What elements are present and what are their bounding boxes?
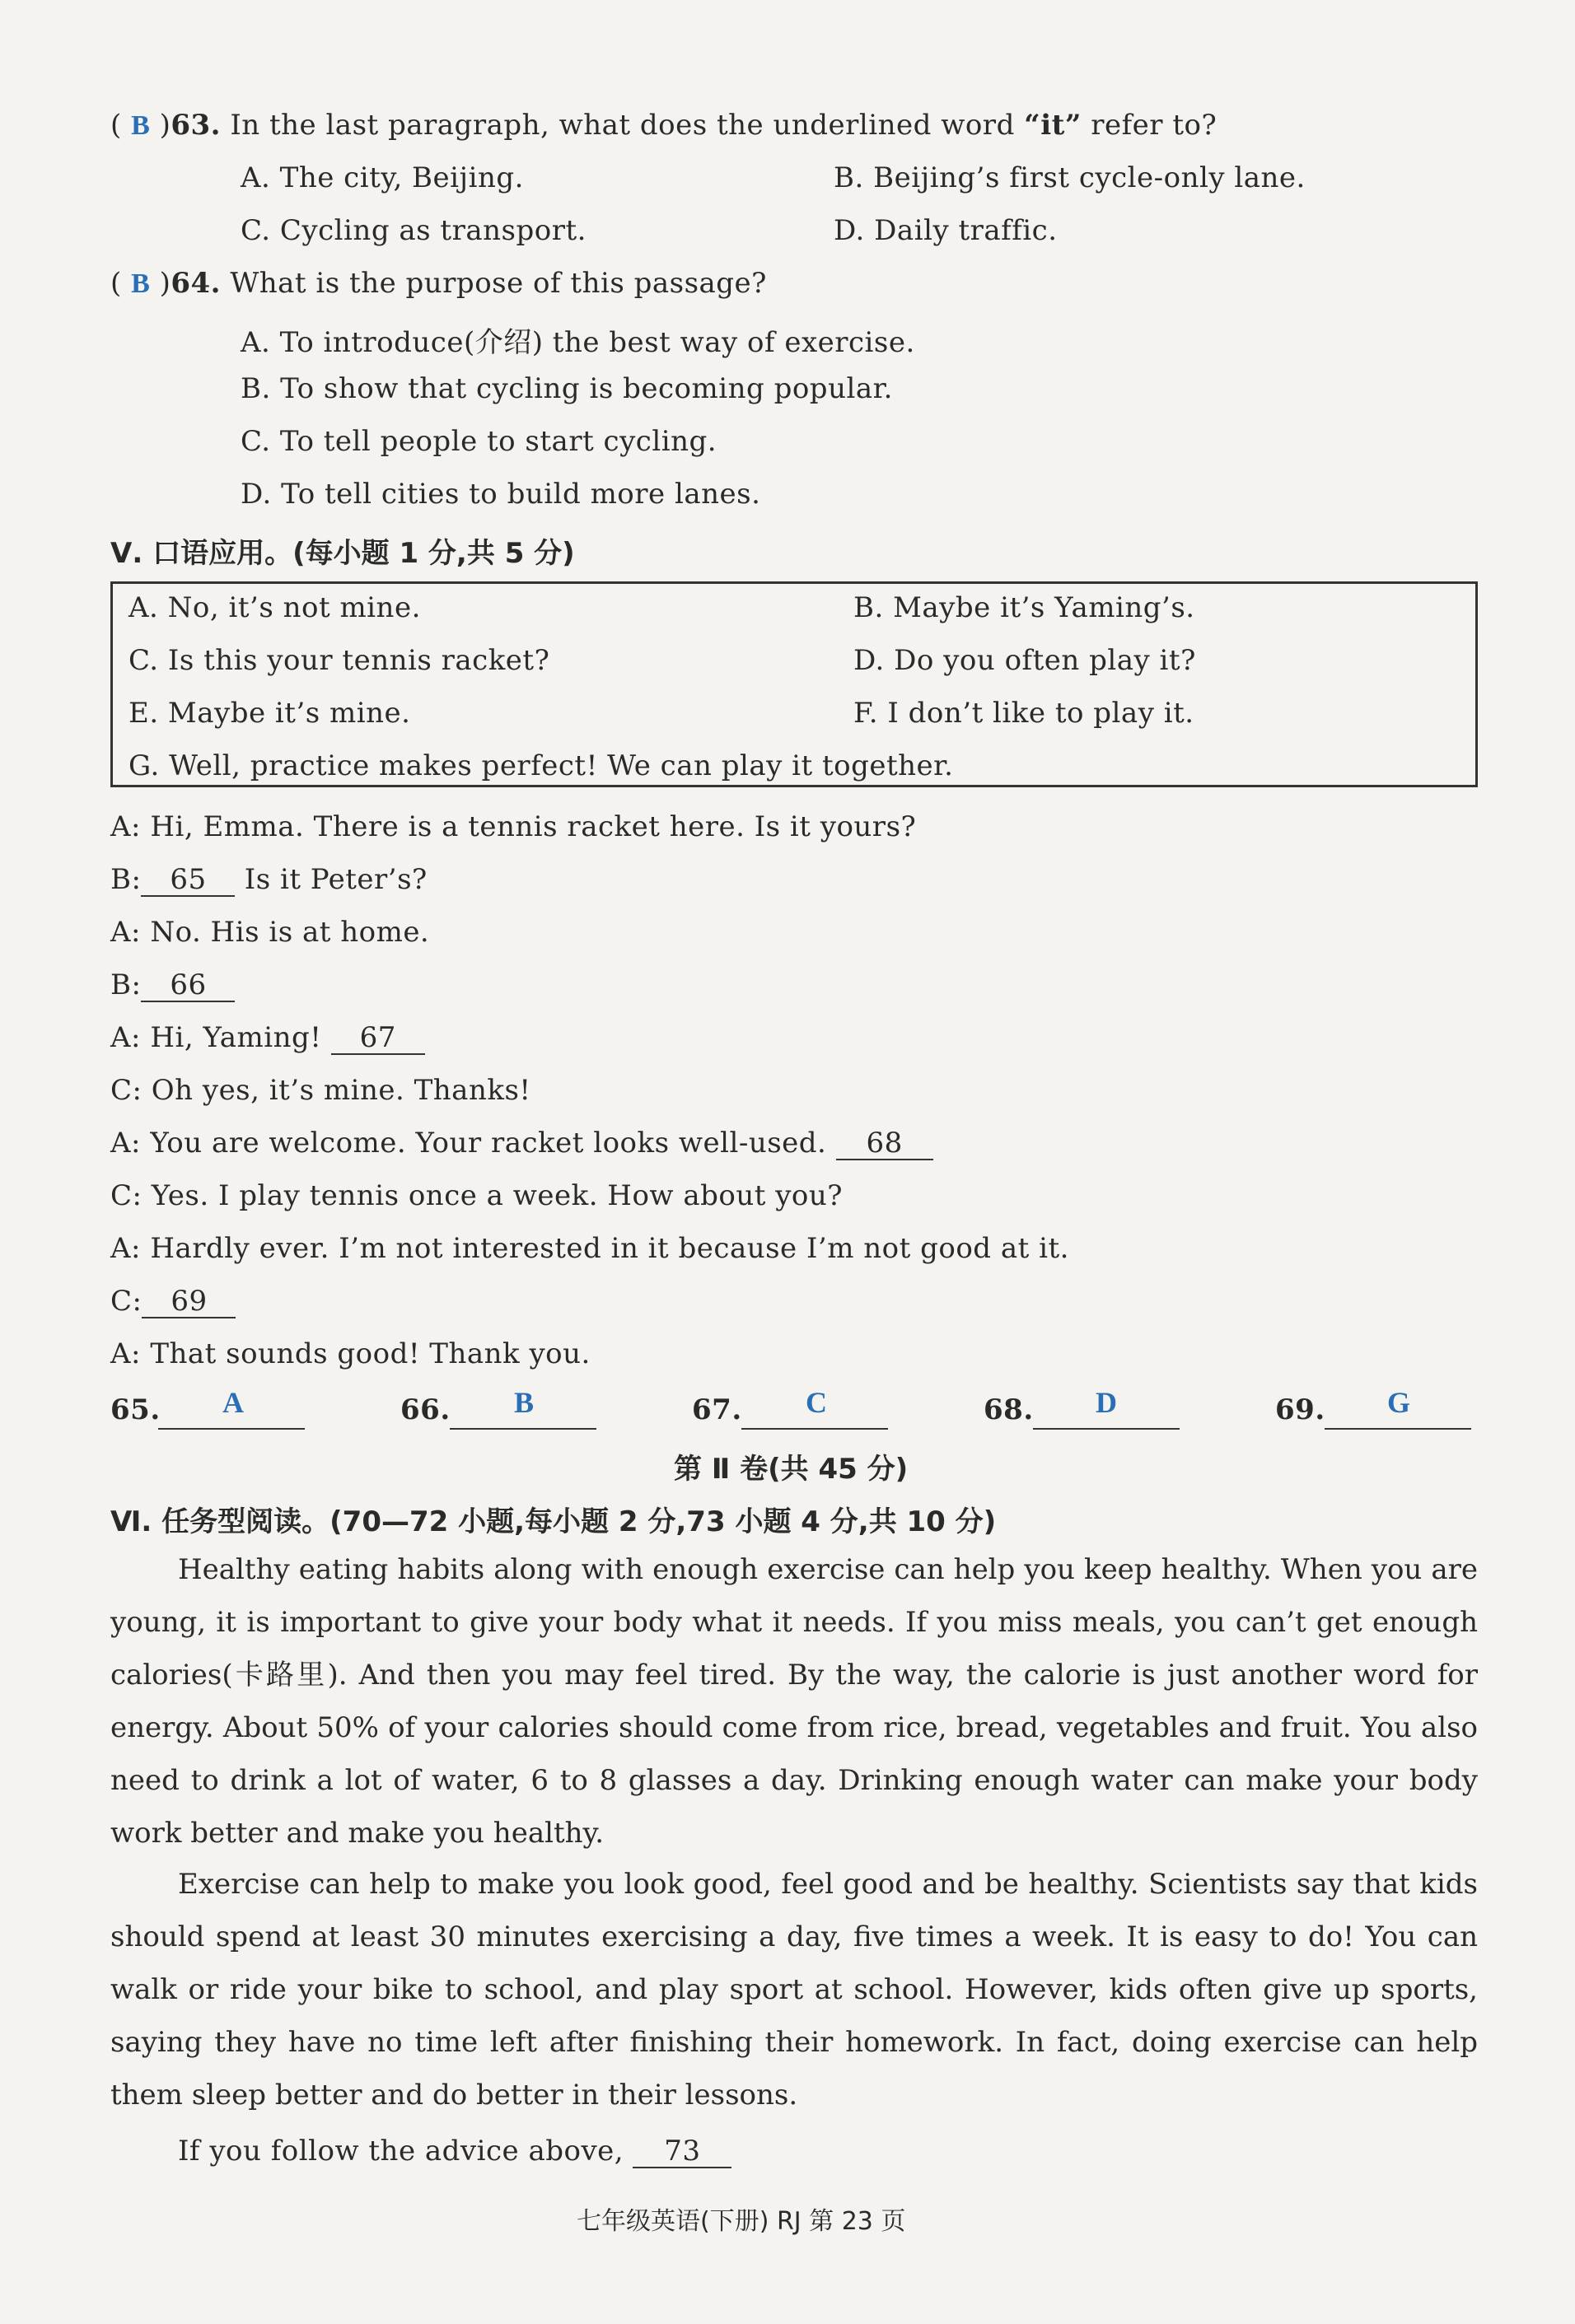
dialogue-text: A: You are welcome. Your racket looks well-used. [110,1127,827,1160]
speaker: B: [110,968,142,1001]
question-stem-end: refer to? [1091,109,1217,142]
dialogue-line-7 [110,1127,933,1160]
question-number: 64. [171,267,221,300]
section-5-heading: Ⅴ. 口语应用。(每小题 1 分,共 5 分) [110,537,575,570]
reading-paragraph-1: Healthy eating habits along with enough exercise can help you keep healthy. When you are young, it is important to give your body what it needs. If you miss meals, you can’t get enough calories(卡路里). And then you may feel tired. By the way, the calorie is just another word for energy. About 50% of your calories should come from rice, bread, vegetables and fruit. You also need to drink a lot of water, 6 to 8 glasses a day. Drinking enough water can make your body work better and make you healthy. [110,1553,1478,1850]
option-64-c: C. To tell people to start cycling. [241,425,717,458]
speaker: C: [110,1285,143,1318]
box-option-b: B. Maybe it’s Yaming’s. [853,591,1195,624]
section-6-heading: Ⅵ. 任务型阅读。(70—72 小题,每小题 2 分,73 小题 4 分,共 10 分) [110,1505,997,1538]
dialogue-line-1: A: Hi, Emma. There is a tennis racket here. Is it yours? [110,810,917,843]
reading-paragraph-2: Exercise can help to make you look good, feel good and be healthy. Scientists say that kids should spend at least 30 minutes exercising a day, five times a week. It is easy to do! You can walk or ride your bike to school, and play sport at school. However, kids often give up sports, saying they have no time left after finishing their homework. In fact, doing exercise can help them sleep better and do better in their lessons. [110,1868,1478,2112]
option-63-a: A. The city, Beijing. [241,161,524,194]
question-stem: What is the purpose of this passage? [230,267,767,300]
blank-69: 69 [142,1286,236,1318]
dialogue-line-5 [110,1021,425,1055]
option-63-c: C. Cycling as transport. [241,214,587,247]
dialogue-line-10 [110,1285,236,1318]
box-option-g: G. Well, practice makes perfect! We can play it together. [129,749,954,782]
blank-67: 67 [331,1023,425,1055]
dialogue-line-2 [110,863,428,897]
option-64-b: B. To show that cycling is becoming popular. [241,372,893,405]
dialogue-text: Is it Peter’s? [244,863,428,896]
dialogue-line-3: A: No. His is at home. [110,916,430,949]
answer-69-number: 69. [1275,1393,1325,1426]
page-footer: 七年级英语(下册) RJ 第 23 页 [577,2207,906,2236]
dialogue-line-11: A: That sounds good! Thank you. [110,1337,591,1370]
speaker: B: [110,863,142,896]
question-64: ( B )64. What is the purpose of this passage? [110,267,767,300]
answer-65-number: 65. [110,1393,161,1426]
answer-67-number: 67. [692,1393,742,1426]
question-number: 63. [171,109,221,142]
dialogue-line-6: C: Oh yes, it’s mine. Thanks! [110,1074,531,1107]
answer-67-value: C [806,1386,827,1419]
answer-69-value: G [1387,1386,1411,1419]
paragraph-text: If you follow the advice above, [178,2135,624,2168]
option-63-d: D. Daily traffic. [834,214,1058,247]
box-option-d: D. Do you often play it? [853,644,1196,677]
box-option-e: E. Maybe it’s mine. [129,697,411,730]
keyword-it: “it” [1024,109,1082,142]
blank-73: 73 [633,2136,731,2168]
answer-68-value: D [1096,1386,1117,1419]
dialogue-line-9: A: Hardly ever. I’m not interested in it because I’m not good at it. [110,1232,1069,1265]
answer-64: B [131,268,151,299]
blank-65: 65 [141,865,235,897]
box-option-c: C. Is this your tennis racket? [129,644,550,677]
option-64-d: D. To tell cities to build more lanes. [241,478,761,511]
answer-65-value: A [222,1386,244,1419]
reading-paragraph-3 [178,2135,731,2168]
dialogue-text: A: Hi, Yaming! [110,1021,322,1054]
part-2-title: 第 Ⅱ 卷(共 45 分) [674,1453,909,1486]
question-63: ( B )63. In the last paragraph, what does the underlined word “it” refer to? [110,109,1217,142]
blank-68: 68 [836,1128,933,1160]
answer-66-value: B [514,1386,535,1419]
box-option-a: A. No, it’s not mine. [129,591,421,624]
option-64-a: A. To introduce(介绍) the best way of exercise. [241,326,915,359]
box-option-f: F. I don’t like to play it. [853,697,1194,730]
answer-63: B [131,110,151,141]
blank-66: 66 [141,970,235,1002]
question-stem: In the last paragraph, what does the underlined word [230,109,1015,142]
answer-66-number: 66. [400,1393,451,1426]
answer-68-number: 68. [984,1393,1034,1426]
dialogue-line-4 [110,968,235,1002]
dialogue-line-8: C: Yes. I play tennis once a week. How about you? [110,1179,844,1212]
option-63-b: B. Beijing’s first cycle-only lane. [834,161,1306,194]
